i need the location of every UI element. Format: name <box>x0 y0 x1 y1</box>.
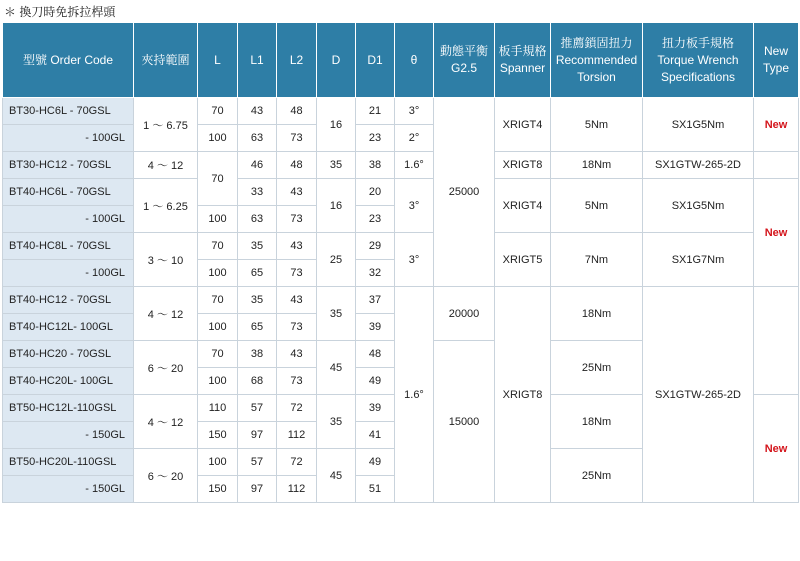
cell-D1: 23 <box>356 206 395 233</box>
torsion: 7Nm <box>551 233 643 287</box>
cell-L: 110 <box>198 395 238 422</box>
table-row <box>3 233 799 260</box>
order-code: - 100GL <box>3 260 134 287</box>
header-balance-en: G2.5 <box>450 61 477 75</box>
header-torsion <box>551 23 643 98</box>
order-code: - 100GL <box>3 125 134 152</box>
header-theta: θ <box>395 23 434 98</box>
cell-L: 70 <box>198 233 238 260</box>
torsion: 25Nm <box>551 341 643 395</box>
cell-L2: 72 <box>277 449 317 476</box>
new-empty <box>754 287 799 395</box>
cell-D1: 39 <box>356 395 395 422</box>
cell-L1: 65 <box>238 260 277 287</box>
header-row <box>3 23 799 98</box>
table-row <box>3 152 799 179</box>
cell-D: 35 <box>317 287 356 341</box>
cell-D1: 49 <box>356 449 395 476</box>
order-code: BT40-HC20L- 100GL <box>3 368 134 395</box>
cell-L1: 63 <box>238 125 277 152</box>
cell-D1: 39 <box>356 314 395 341</box>
cell-L1: 63 <box>238 206 277 233</box>
header-spanner-en: Spanner <box>499 61 546 75</box>
spec-table <box>2 22 799 503</box>
header-balance <box>434 23 495 98</box>
header-spanner-cn: 板手規格 <box>498 44 547 58</box>
cell-D: 16 <box>317 98 356 152</box>
cell-D1: 49 <box>356 368 395 395</box>
clamp-range: 1 ～ 6.75 <box>134 98 198 152</box>
cell-L: 100 <box>198 260 238 287</box>
torsion: 18Nm <box>551 152 643 179</box>
cell-L: 100 <box>198 206 238 233</box>
spanner: XRIGT4 <box>495 98 551 152</box>
cell-L: 70 <box>198 98 238 125</box>
cell-L2: 43 <box>277 233 317 260</box>
balance: 25000 <box>434 98 495 287</box>
cell-L: 100 <box>198 368 238 395</box>
cell-theta: 3° <box>395 179 434 233</box>
cell-D1: 20 <box>356 179 395 206</box>
cell-D1: 38 <box>356 152 395 179</box>
wrench: SX1GTW-265-2D <box>643 287 754 503</box>
torsion: 5Nm <box>551 98 643 152</box>
header-L2: L2 <box>277 23 317 98</box>
cell-L1: 35 <box>238 233 277 260</box>
cell-theta: 3° <box>395 98 434 125</box>
cell-L2: 73 <box>277 206 317 233</box>
clamp-range: 6 ～ 20 <box>134 449 198 503</box>
header-L1: L1 <box>238 23 277 98</box>
header-new <box>754 23 799 98</box>
cell-L2: 112 <box>277 422 317 449</box>
note-text: ＊ 換刀時免拆拉桿頭 <box>4 5 116 19</box>
balance: 20000 <box>434 287 495 341</box>
cell-theta: 1.6° <box>395 152 434 179</box>
cell-L2: 48 <box>277 98 317 125</box>
torsion: 18Nm <box>551 395 643 449</box>
cell-D1: 51 <box>356 476 395 503</box>
cell-L2: 43 <box>277 179 317 206</box>
spanner: XRIGT8 <box>495 287 551 503</box>
cell-L2: 72 <box>277 395 317 422</box>
cell-L: 70 <box>198 341 238 368</box>
wrench: SX1G5Nm <box>643 98 754 152</box>
cell-D: 25 <box>317 233 356 287</box>
order-code: BT40-HC12 - 70GSL <box>3 287 134 314</box>
torsion: 25Nm <box>551 449 643 503</box>
cell-D1: 23 <box>356 125 395 152</box>
cell-L1: 97 <box>238 476 277 503</box>
balance: 15000 <box>434 341 495 503</box>
cell-L: 150 <box>198 422 238 449</box>
new-badge: New <box>754 395 799 503</box>
cell-L1: 97 <box>238 422 277 449</box>
order-code: - 150GL <box>3 476 134 503</box>
order-code: - 150GL <box>3 422 134 449</box>
cell-D: 45 <box>317 341 356 395</box>
cell-L2: 73 <box>277 368 317 395</box>
cell-L2: 43 <box>277 341 317 368</box>
cell-L: 150 <box>198 476 238 503</box>
new-badge: New <box>754 179 799 287</box>
order-code: BT40-HC6L - 70GSL <box>3 179 134 206</box>
header-L: L <box>198 23 238 98</box>
new-badge: New <box>754 98 799 152</box>
cell-L1: 35 <box>238 287 277 314</box>
cell-L2: 73 <box>277 314 317 341</box>
header-torsion-en1: Recommended <box>555 52 638 67</box>
order-code: BT30-HC6L - 70GSL <box>3 98 134 125</box>
spanner: XRIGT4 <box>495 179 551 233</box>
cell-L2: 73 <box>277 260 317 287</box>
table-row <box>3 98 799 125</box>
header-spanner <box>495 23 551 98</box>
header-D: D <box>317 23 356 98</box>
cell-L1: 68 <box>238 368 277 395</box>
order-code: BT40-HC20 - 70GSL <box>3 341 134 368</box>
clamp-range: 6 ～ 20 <box>134 341 198 395</box>
clamp-range: 4 ～ 12 <box>134 152 198 179</box>
header-wrench-cn: 扭力板手規格 <box>661 35 734 50</box>
order-code: BT50-HC20L-110GSL <box>3 449 134 476</box>
header-balance-cn: 動態平衡 <box>439 44 488 58</box>
cell-L1: 57 <box>238 395 277 422</box>
cell-D: 35 <box>317 395 356 449</box>
cell-D1: 21 <box>356 98 395 125</box>
header-new-1: New <box>763 44 788 58</box>
clamp-range: 4 ～ 12 <box>134 395 198 449</box>
clamp-range: 1 ～ 6.25 <box>134 179 198 233</box>
header-wrench-en2: Specifications <box>660 69 736 84</box>
order-code: BT30-HC12 - 70GSL <box>3 152 134 179</box>
cell-L1: 33 <box>238 179 277 206</box>
cell-theta: 3° <box>395 233 434 287</box>
cell-L: 100 <box>198 449 238 476</box>
order-code: BT50-HC12L-110GSL <box>3 395 134 422</box>
cell-L1: 65 <box>238 314 277 341</box>
header-torsion-cn: 推薦鎖固扭力 <box>560 35 633 50</box>
spanner: XRIGT8 <box>495 152 551 179</box>
cell-L2: 73 <box>277 125 317 152</box>
torsion: 5Nm <box>551 179 643 233</box>
header-wrench-en1: Torque Wrench <box>657 52 739 67</box>
cell-L2: 43 <box>277 287 317 314</box>
torsion: 18Nm <box>551 287 643 341</box>
cell-L1: 46 <box>238 152 277 179</box>
cell-L1: 57 <box>238 449 277 476</box>
cell-D1: 48 <box>356 341 395 368</box>
cell-D1: 37 <box>356 287 395 314</box>
header-code: 型號 Order Code <box>3 23 134 98</box>
header-clamp: 夾持範圍 <box>134 23 198 98</box>
cell-L: 100 <box>198 314 238 341</box>
cell-L2: 112 <box>277 476 317 503</box>
clamp-range: 4 ～ 12 <box>134 287 198 341</box>
cell-D1: 41 <box>356 422 395 449</box>
cell-L: 100 <box>198 125 238 152</box>
cell-L1: 38 <box>238 341 277 368</box>
header-wrench <box>643 23 754 98</box>
order-code: - 100GL <box>3 206 134 233</box>
spanner: XRIGT5 <box>495 233 551 287</box>
order-code: BT40-HC8L - 70GSL <box>3 233 134 260</box>
cell-L: 70 <box>198 287 238 314</box>
table-row <box>3 287 799 314</box>
cell-D: 16 <box>317 179 356 233</box>
cell-theta: 1.6° <box>395 287 434 503</box>
clamp-range: 3 ～ 10 <box>134 233 198 287</box>
new-empty <box>754 152 799 179</box>
wrench: SX1G5Nm <box>643 179 754 233</box>
order-code: BT40-HC12L- 100GL <box>3 314 134 341</box>
cell-L2: 48 <box>277 152 317 179</box>
cell-D: 45 <box>317 449 356 503</box>
cell-D1: 32 <box>356 260 395 287</box>
header-torsion-en2: Torsion <box>577 69 616 84</box>
header-D1: D1 <box>356 23 395 98</box>
cell-D: 35 <box>317 152 356 179</box>
cell-D1: 29 <box>356 233 395 260</box>
wrench: SX1GTW-265-2D <box>643 152 754 179</box>
cell-theta: 2° <box>395 125 434 152</box>
header-new-2: Type <box>762 61 789 75</box>
wrench: SX1G7Nm <box>643 233 754 287</box>
cell-L: 70 <box>198 152 238 206</box>
cell-L1: 43 <box>238 98 277 125</box>
table-row <box>3 179 799 206</box>
